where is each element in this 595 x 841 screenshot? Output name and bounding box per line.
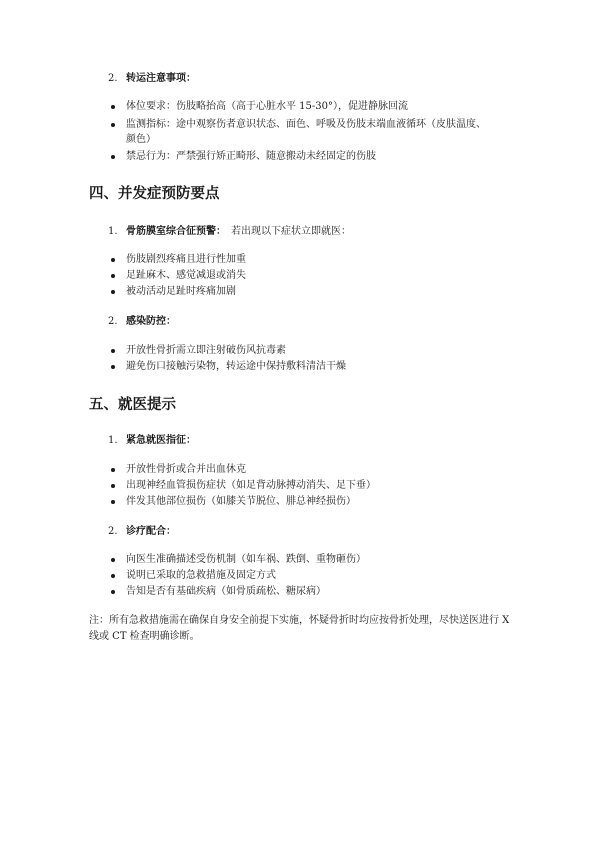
item-label: 诊疗配合： — [126, 526, 176, 537]
list-item-text: 禁忌行为：严禁强行矫正畸形、随意搬动未经固定的伤肢 — [126, 151, 376, 162]
bullet-icon — [111, 468, 115, 472]
bullet-icon — [111, 105, 115, 109]
item-label: 骨筋膜室综合征预警： — [126, 226, 226, 237]
bullet-icon — [111, 590, 115, 594]
list-item-text: 向医生准确描述受伤机制（如车祸、跌倒、重物砸伤） — [126, 554, 366, 565]
item-label: 转运注意事项： — [126, 73, 196, 84]
bullet-icon — [111, 123, 115, 127]
section-heading: 四、并发症预防要点 — [89, 186, 220, 202]
list-item-text: 开放性骨折或合并出血休克 — [126, 464, 246, 475]
item-label: 感染防控： — [126, 316, 176, 327]
list-item-text: 足趾麻木、感觉减退或消失 — [126, 270, 246, 281]
item-number: 2. — [108, 73, 118, 84]
list-item-text: 出现神经血管损伤症状（如足背动脉搏动消失、足下垂） — [126, 480, 376, 491]
bullet-icon — [111, 349, 115, 353]
item-number: 2. — [108, 526, 118, 537]
bullet-icon — [111, 574, 115, 578]
list-item-text: 告知是否有基础疾病（如骨质疏松、糖尿病） — [126, 586, 326, 597]
list-item-text: 开放性骨折需立即注射破伤风抗毒素 — [126, 345, 286, 356]
item-number: 1. — [108, 435, 118, 446]
list-item-text: 被动活动足趾时疼痛加剧 — [126, 286, 236, 297]
list-item-text: 体位要求：伤肢略抬高（高于心脏水平 15-30°），促进静脉回流 — [126, 101, 409, 112]
bullet-icon — [111, 500, 115, 504]
bullet-icon — [111, 558, 115, 562]
list-item-text: 说明已采取的急救措施及固定方式 — [126, 570, 276, 581]
item-label: 紧急就医指征： — [126, 435, 196, 446]
list-item-text: 伴发其他部位损伤（如膝关节脱位、腓总神经损伤） — [126, 496, 356, 507]
bullet-icon — [111, 274, 115, 278]
section-heading: 五、就医提示 — [89, 397, 176, 413]
bullet-icon — [111, 155, 115, 159]
bullet-icon — [111, 258, 115, 262]
list-item-text: 避免伤口接触污染物，转运途中保持敷料清洁干燥 — [126, 361, 346, 372]
bullet-icon — [111, 290, 115, 294]
list-item-text: 颜色） — [126, 134, 156, 145]
list-item-text: 伤肢剧烈疼痛且进行性加重 — [126, 254, 246, 265]
bullet-icon — [111, 484, 115, 488]
list-item-text: 监测指标：途中观察伤者意识状态、面色、呼吸及伤肢末端血液循环（皮肤温度、 — [126, 119, 486, 130]
item-number: 1. — [108, 226, 118, 237]
bullet-icon — [111, 365, 115, 369]
item-number: 2. — [108, 316, 118, 327]
footnote: 注：所有急救措施需在确保自身安全前提下实施，怀疑骨折时均应按骨折处理，尽快送医进行 X 线或 CT 检查明确诊断。 — [89, 615, 510, 642]
item-text: 若出现以下症状立即就医： — [231, 226, 351, 237]
